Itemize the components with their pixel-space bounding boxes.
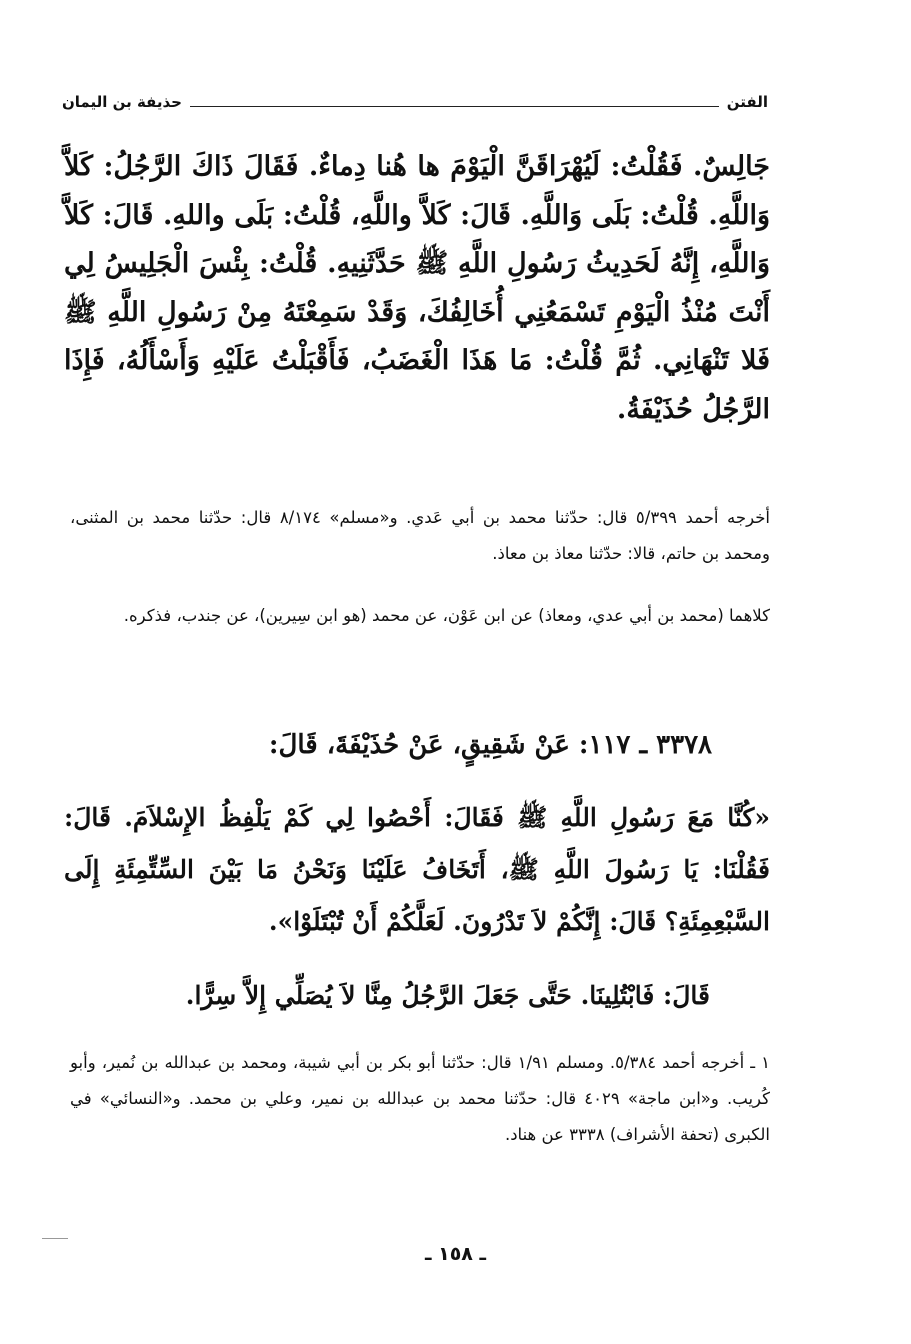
header-section: حذيفة بن اليمان xyxy=(62,93,182,111)
running-header xyxy=(62,88,768,116)
footnote-takhrij-1: أخرجه أحمد ٥/٣٩٩ قال: حدّثنا محمد بن أبي عَدي. و«مسلم» ٨/١٧٤ قال: حدّثنا محمد بن المثنى، ومحمد بن حاتم، قالا: حدّثنا معاذ بن معاذ. xyxy=(70,508,770,563)
hadith-body-continuation: قَالَ: فَابْتُلِينَا. حَتَّى جَعَلَ الرَّجُلُ مِنَّا لاَ يُصَلِّي إِلاَّ سِرًّا. xyxy=(185,981,710,1010)
footnote-takhrij-3: ١ ـ أخرجه أحمد ٥/٣٨٤. ومسلم ١/٩١ قال: حدّثنا أبو بكر بن أبي شيبة، ومحمد بن عبدالله بن نُمير، وأبو كُريب. و«ابن ماجة» ٤٠٢٩ قال: حدّثنا محمد بن عبدالله بن نمير، وعلي بن محمد. و«النسائي» في الكبرى (تحفة الأشراف) ٣٣٣٨ عن هناد. xyxy=(70,1053,770,1144)
hadith-heading: ٣٣٧٨ ـ ١١٧: عَنْ شَقِيقٍ، عَنْ حُذَيْفَةَ، قَالَ: xyxy=(268,730,712,760)
margin-mark xyxy=(42,1238,68,1239)
hadith-body: «كُنَّا مَعَ رَسُولِ اللَّهِ ﷺ فَقَالَ: أَحْصُوا لِي كَمْ يَلْفِظُ الإِسْلاَمَ. قَالَ: فَقُلْنَا: يَا رَسُولَ اللَّهِ ﷺ، أَتَخَافُ عَلَيْنَا وَنَحْنُ مَا بَيْنَ السِّتِّمِئَةِ إِلَى السَّبْعِمِئَةِ؟ قَالَ: إِنَّكُمْ لاَ تَدْرُونَ. لَعَلَّكُمْ أَنْ تُبْتَلَوْا». xyxy=(64,803,770,936)
footnote-takhrij-2: كلاهما (محمد بن أبي عدي، ومعاذ) عن ابن عَوْن، عن محمد (هو ابن سِيرين)، عن جندب، فذكره. xyxy=(123,606,770,625)
header-chapter: الفتن xyxy=(726,93,768,111)
main-hadith-text: جَالِسٌ. فَقُلْتُ: لَيُهْرَاقَنَّ الْيَوْمَ ها هُنا دِماءٌ. فَقَالَ ذَاكَ الرَّجُلُ: كَلاَّ وَاللَّهِ. قُلْتُ: بَلَى وَاللَّهِ. قَالَ: كَلاَّ واللَّهِ، قُلْتُ: بَلَى واللهِ. قَالَ: كَلاَّ وَاللَّهِ، إِنَّهُ لَحَدِيثُ رَسُولِ اللَّهِ ﷺ حَدَّثَنِيهِ. قُلْتُ: بِئْسَ الْجَلِيسُ لِي أَنْتَ مُنْذُ الْيَوْمِ تَسْمَعُنِي أُخَالِفُكَ، وَقَدْ سَمِعْتَهُ مِنْ رَسُولِ اللَّهِ ﷺ فَلا تَنْهَانِي. ثُمَّ قُلْتُ: مَا هَذَا الْغَضَبُ، فَأَقْبَلْتُ عَلَيْهِ وَأَسْأَلُهُ، فَإِذَا الرَّجُلُ حُذَيْفَةُ. xyxy=(64,151,771,425)
header-rule xyxy=(190,106,719,107)
page-number: ـ ١٥٨ ـ xyxy=(424,1243,486,1265)
